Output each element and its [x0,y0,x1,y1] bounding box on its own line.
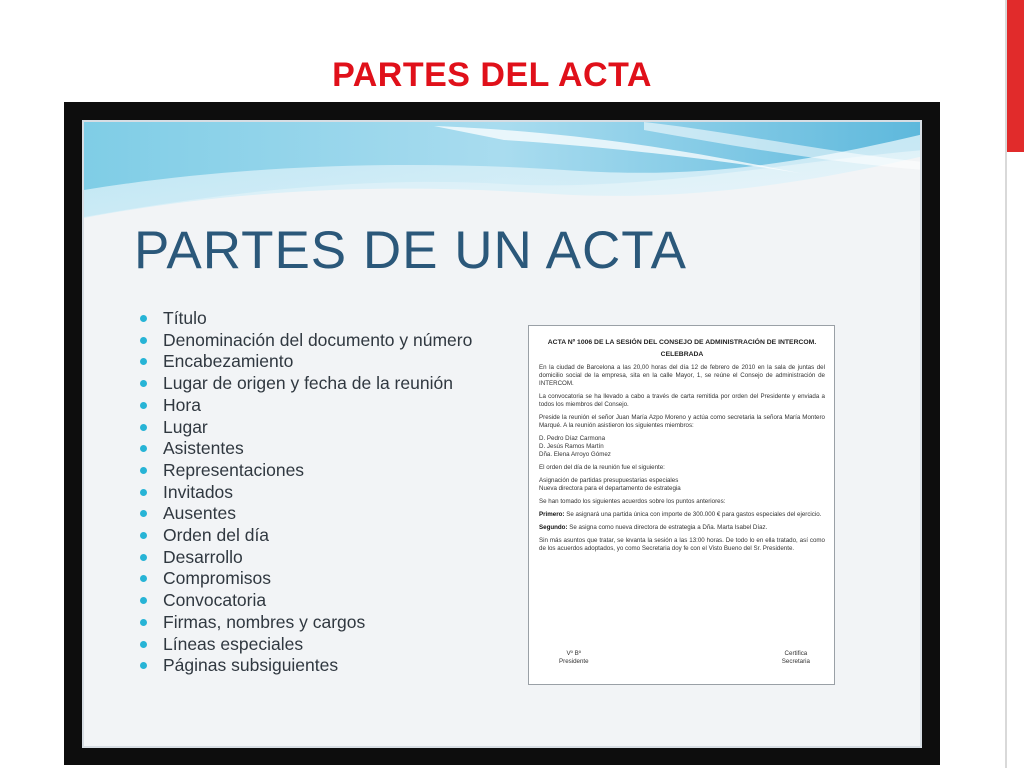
agenda-item: Nueva directora para el departamento de estrategia [539,485,681,492]
side-accent-bar [1007,0,1024,152]
bullet-dot-icon [140,467,147,474]
bullet-dot-icon [140,554,147,561]
agreement-first-text: Se asignará una partida única con importe de 300.000 € para gastos especiales del ejercicio. [566,511,822,518]
bullet-dot-icon [140,445,147,452]
inner-slide-title: PARTES DE UN ACTA [134,221,688,280]
bullet-dot-icon [140,489,147,496]
agreement-first-label: Primero: [539,511,565,518]
bullet-dot-icon [140,662,147,669]
list-item: Título [136,308,472,330]
wave-decoration [84,122,922,232]
agreement-second-text: Se asigna como nueva directora de estrategia a Dña. Marta Isabel Díaz. [569,524,768,531]
list-item: Lugar [136,417,472,439]
bullet-dot-icon [140,337,147,344]
document-paragraph: Se han tomado los siguientes acuerdos sobre los puntos anteriores: [539,498,726,505]
agreement-second-label: Segundo: [539,524,568,531]
agreement-first [539,511,825,519]
agenda-list [539,477,825,493]
list-item: Compromisos [136,568,472,590]
embedded-slide [82,120,922,748]
list-item: Firmas, nombres y cargos [136,612,472,634]
bullet-dot-icon [140,402,147,409]
list-item: Asistentes [136,438,472,460]
member-item: Dña. Elena Arroyo Gómez [539,451,611,458]
list-item: Encabezamiento [136,351,472,373]
embedded-image-frame [64,102,940,765]
signature-secretary: Certifica Secretaria [781,650,810,665]
acta-document-sample [528,325,835,685]
document-paragraph: La convocatoria se ha llevado a cabo a través de carta remitida por orden del Presidente y enviada a todos los miembros del Consejo. [539,393,825,408]
agenda-item: Asignación de partidas presupuestarias especiales [539,477,679,484]
bullet-dot-icon [140,532,147,539]
list-item: Páginas subsiguientes [136,655,472,677]
member-item: D. Pedro Díaz Carmona [539,435,606,442]
list-item: Convocatoria [136,590,472,612]
document-paragraph: El orden del día de la reunión fue el siguiente: [539,464,665,471]
slide-title: PARTES DEL ACTA [332,56,652,94]
list-item: Lugar de origen y fecha de la reunión [136,373,472,395]
bullet-dot-icon [140,641,147,648]
bullet-dot-icon [140,619,147,626]
bullet-dot-icon [140,380,147,387]
document-paragraph: Preside la reunión el señor Juan María Azpo Moreno y actúa como secretaria la señora María Montero Marqué. A la reunión asistieron los siguientes miembros: [539,414,825,429]
document-paragraph: Sin más asuntos que tratar, se levanta la sesión a las 13:00 horas. De todo lo en ella tratado, así como de los acuerdos adoptados, yo como Secretaria doy fe con el Visto Bueno del Sr. Presidente. [539,537,825,552]
parts-list [136,308,472,677]
agreement-second [539,524,825,532]
list-item: Orden del día [136,525,472,547]
list-item: Líneas especiales [136,634,472,656]
list-item: Representaciones [136,460,472,482]
document-heading: ACTA Nº 1006 DE LA SESIÓN DEL CONSEJO DE ADMINISTRACIÓN DE INTERCOM. [547,339,817,346]
bullet-dot-icon [140,358,147,365]
document-paragraph: En la ciudad de Barcelona a las 20,00 horas del día 12 de febrero de 2010 en la sala de juntas del domicilio social de la empresa, sita en la calle Mayor, 1, se reúne el Consejo de administración de INTERCOM. [539,364,825,387]
bullet-dot-icon [140,510,147,517]
list-item: Denominación del documento y número [136,330,472,352]
list-item: Invitados [136,482,472,504]
bullet-dot-icon [140,315,147,322]
member-item: D. Jesús Ramos Martín [539,443,604,450]
bullet-dot-icon [140,597,147,604]
signature-president: Vº Bº Presidente [559,650,589,665]
list-item: Desarrollo [136,547,472,569]
list-item: Ausentes [136,503,472,525]
signature-area [559,650,810,666]
bullet-dot-icon [140,424,147,431]
list-item: Hora [136,395,472,417]
document-subheading: CELEBRADA [660,351,704,358]
bullet-dot-icon [140,575,147,582]
members-list [539,435,825,459]
